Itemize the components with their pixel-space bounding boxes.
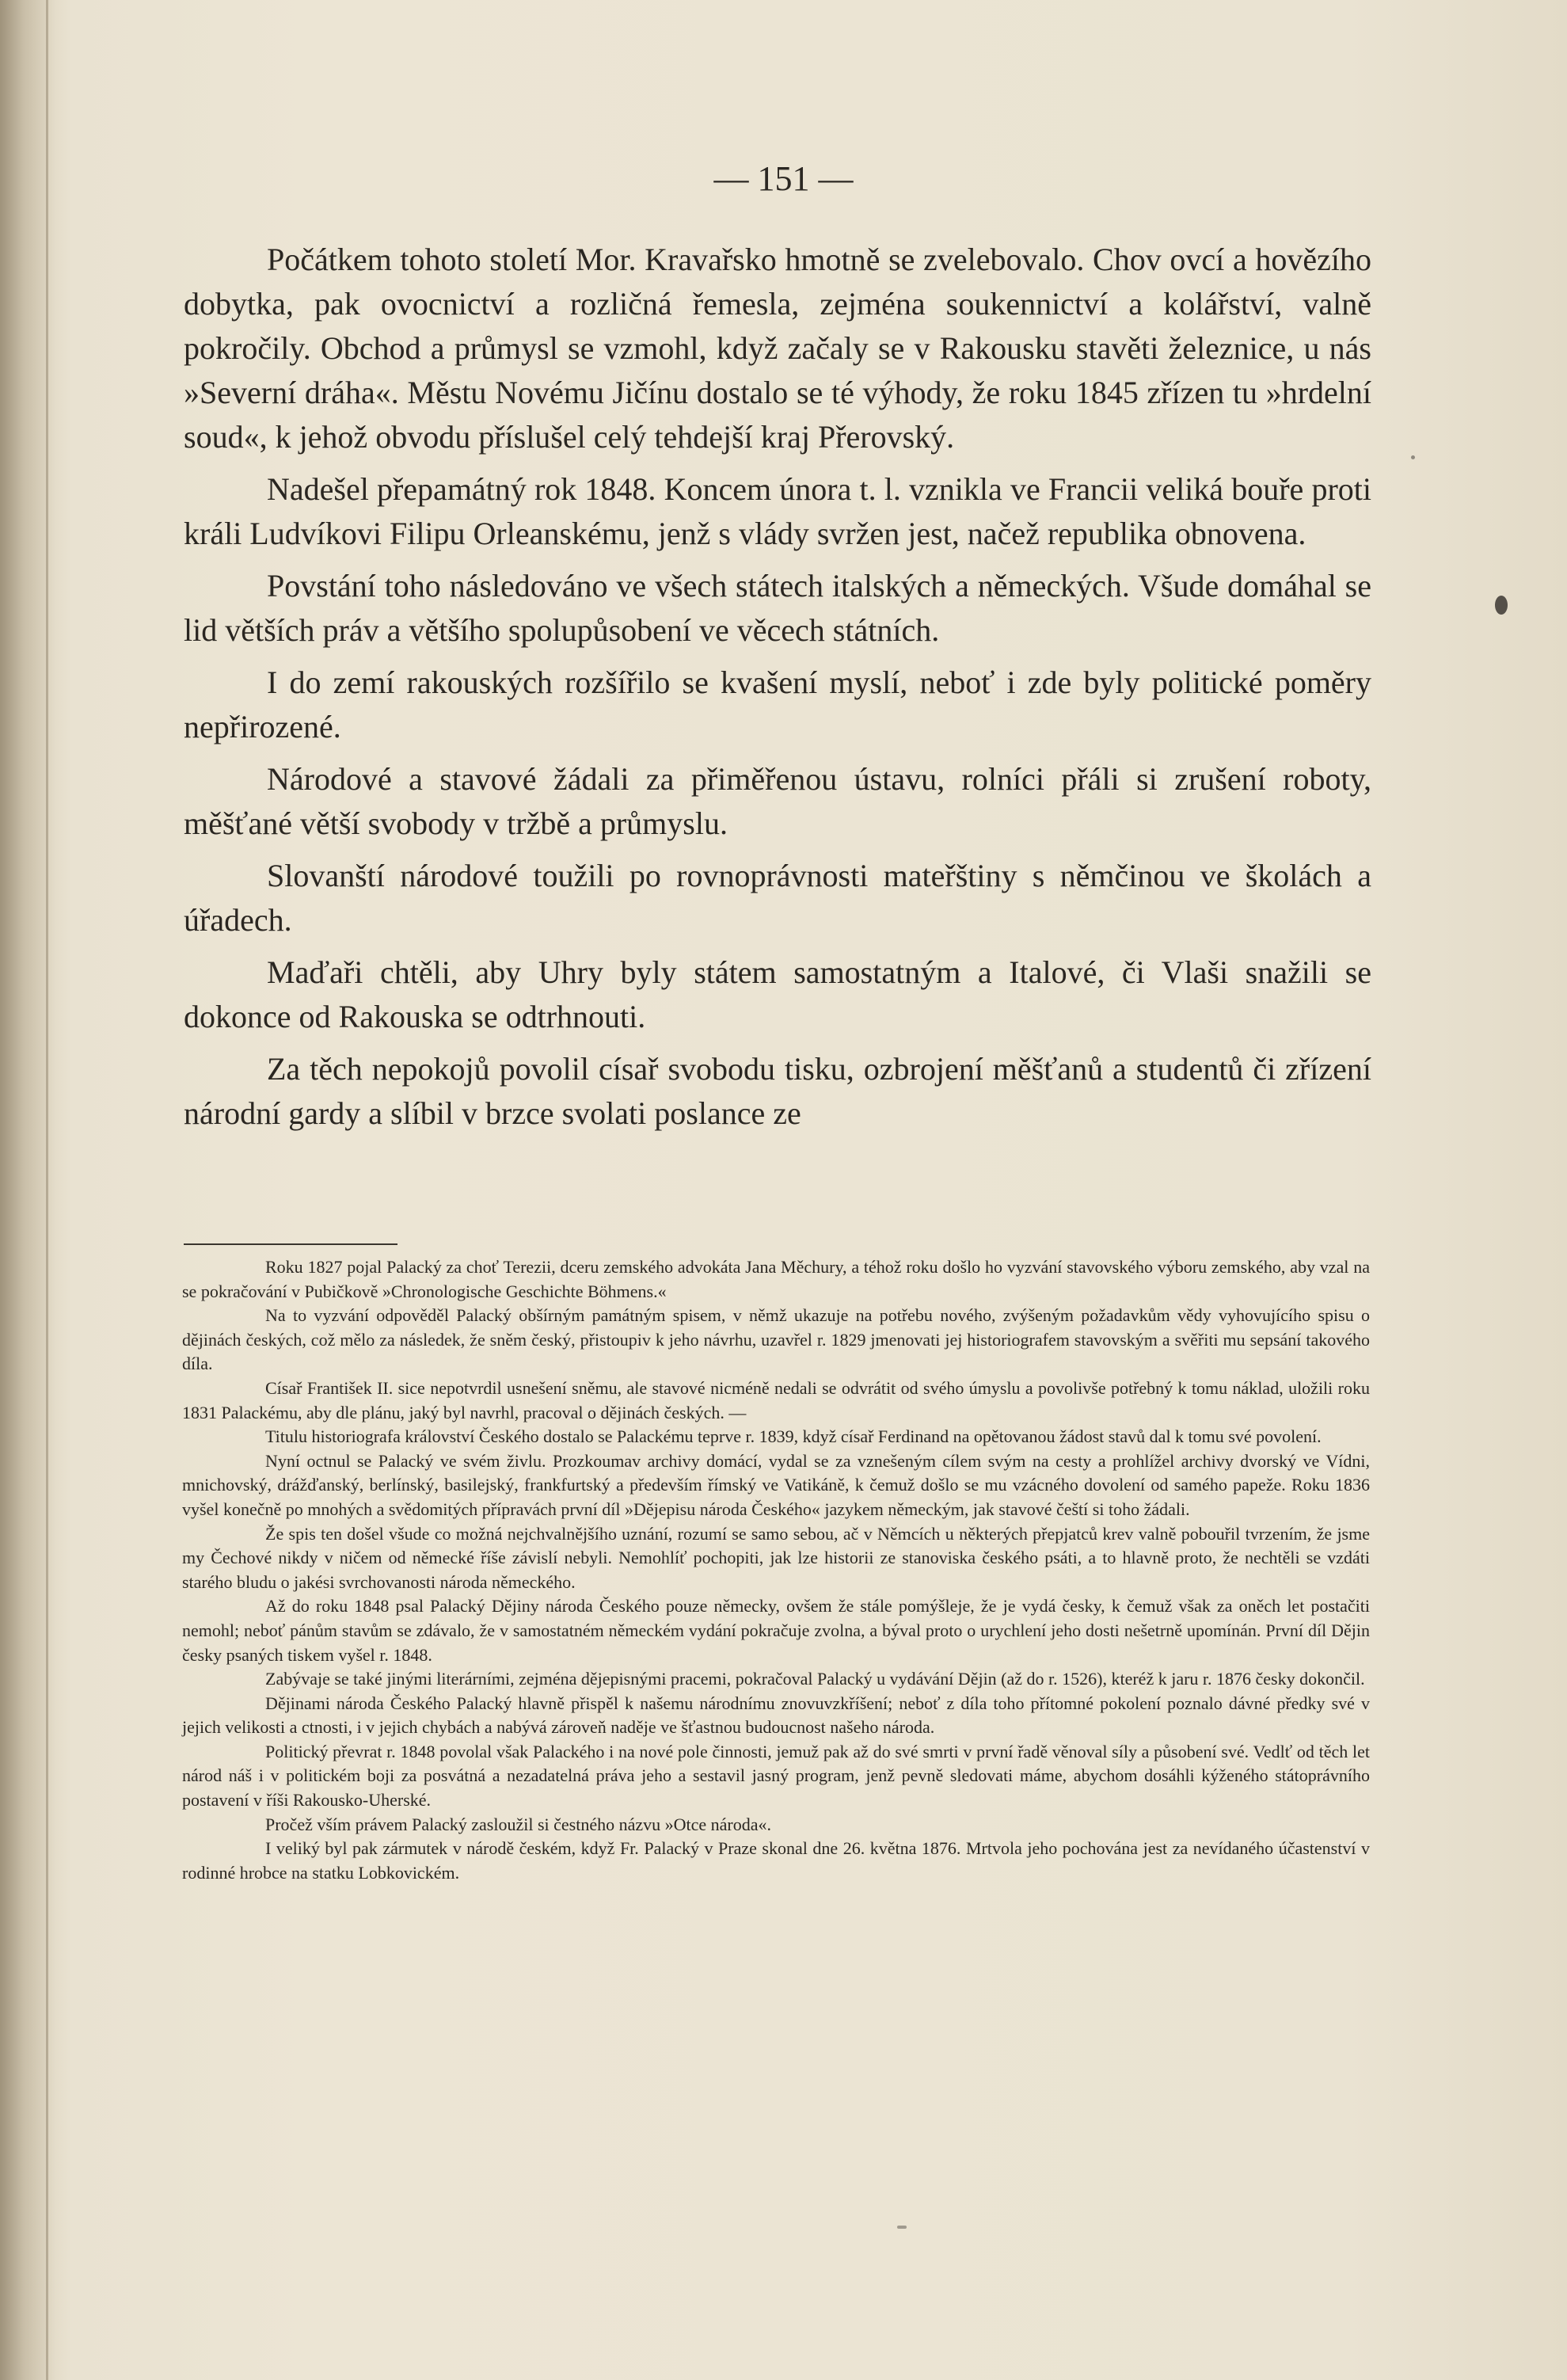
paragraph: Za těch nepokojů povolil císař svobodu tisku, ozbrojení měšťanů a studentů či zřízení národní gardy a slíbil v brzce svolati poslance ze (184, 1051, 1371, 1131)
paragraph: Slovanští národové toužili po rovnoprávnosti mateřštiny s němčinou ve školách a úřadech. (184, 858, 1371, 938)
footnote-paragraph: Na to vyzvání odpověděl Palacký obšírným památným spisem, v němž ukazuje na potřebu nového, zvýšeným požadavkům vědy vyhovujícího spisu o dějinách českých, což mělo za následek, že sněm český, přistoupiv k jeho návrhu, uzavřel r. 1829 jmenovati jej historiografem stavovským a svěřiti mu sepsání takového díla. (182, 1305, 1370, 1374)
footnote-paragraph: Zabývaje se také jinými literárními, zejména dějepisnými pracemi, pokračoval Palacký u vydávání Dějin (až do r. 1526), kteréž k jaru r. 1876 česky dokončil. (265, 1669, 1365, 1689)
page-number: — 151 — (713, 159, 854, 198)
footnote-paragraph: Císař František II. sice nepotvrdil usnešení sněmu, ale stavové nicméně nedali se odvrátit od svého úmyslu a povolivše potřebný k tomu náklad, uložili roku 1831 Palackému, aby dle plánu, jaký byl navrhl, pracoval o dějinách českých. — (182, 1377, 1370, 1422)
footnote-paragraph: Titulu historiografa království Českého dostalo se Palackému teprve r. 1839, když císař Ferdinand na opětovanou žádost stavů dal k tomu své povolení. (265, 1426, 1322, 1447)
footnote-paragraph: Politický převrat r. 1848 povolal však Palackého i na nové pole činnosti, jemuž pak až do své smrti v první řadě věnoval síly a působení své. Vedlť od těch let národ náš i v politickém boji za posvátná a nezadatelná práva jeho a sestavil jasný program, jenž pevně sledovati máme, abychom dosáhli kýženého státoprávního postavení v říši Rakousko-Uherské. (182, 1741, 1370, 1811)
footnote-divider (184, 1243, 397, 1245)
paragraph: I do zemí rakouských rozšířilo se kvašení myslí, neboť i zde byly politické poměry nepřirozené. (184, 664, 1371, 744)
footnote-paragraph: Až do roku 1848 psal Palacký Dějiny národa Českého pouze německy, ovšem že stále pomýšleje, že je vydá česky, k čemuž však za oněch let postačiti nemohl; neboť pánům stavům se zdávalo, že v samostatném německém vydání pokračuje zvolna, a býval proto o urychlení jeho dosti nešetrně upomínán. První díl Dějin česky psaných tiskem vyšel r. 1848. (182, 1596, 1370, 1665)
main-text (184, 238, 1371, 1144)
footnote-paragraph: I veliký byl pak zármutek v národě českém, když Fr. Palacký v Praze skonal dne 26. května 1876. Mrtvola jeho pochována jest za nevídaného účastenství v rodinné hrobce na statku Lobkovickém. (182, 1838, 1370, 1883)
paragraph: Nadešel přepamátný rok 1848. Koncem února t. l. vznikla ve Francii veliká bouře proti králi Ludvíkovi Filipu Orleanskému, jenž s vlády svržen jest, načež republika obnovena. (184, 471, 1371, 551)
ink-speck (1495, 596, 1508, 615)
footnote-paragraph: Pročež vším právem Palacký zasloužil si čestného názvu »Otce národa«. (265, 1814, 771, 1834)
paragraph: Povstání toho následováno ve všech státech italských a německých. Všude domáhal se lid větších práv a většího spolupůsobení ve věcech státních. (184, 568, 1371, 648)
footnote-paragraph: Dějinami národa Českého Palacký hlavně přispěl k našemu národnímu znovuvzkříšení; neboť z díla toho přítomné pokolení poznalo dávné předky své v jejich velikosti a ctnosti, i v jejich chybách a nabývá zároveň naděje ve šťastnou budoucnost našeho národa. (182, 1693, 1370, 1738)
ink-speck (1411, 455, 1415, 459)
ink-speck (897, 2226, 907, 2229)
footnotes (182, 1255, 1370, 1885)
paragraph: Národové a stavové žádali za přiměřenou ústavu, rolníci přáli si zrušení roboty, měšťané větší svobody v tržbě a průmyslu. (184, 761, 1371, 841)
binding-edge (46, 0, 48, 2380)
footnote-paragraph: Roku 1827 pojal Palacký za choť Terezii, dceru zemského advokáta Jana Měchury, a téhož roku došlo ho vyzvání stavovského výboru zemského, aby vzal na se pokračování v Pubičkově »Chronologische Geschichte Böhmens.« (182, 1257, 1370, 1301)
paragraph: Počátkem tohoto století Mor. Kravařsko hmotně se zvelebovalo. Chov ovcí a hovězího dobytka, pak ovocnictví a rozličná řemesla, zejména soukennictví a kolářství, valně pokročily. Obchod a průmysl se vzmohl, když začaly se v Rakousku stavěti železnice, u nás »Severní dráha«. Městu Novému Jičínu dostalo se té výhody, že roku 1845 zřízen tu »hrdelní soud«, k jehož obvodu příslušel celý tehdejší kraj Přerovský. (184, 242, 1371, 455)
footnote-paragraph: Nyní octnul se Palacký ve svém živlu. Prozkoumav archivy domácí, vydal se za vznešeným cílem svým na cesty a prohlížel archivy dvorský ve Vídni, mnichovský, drážďanský, berlínský, basilejský, frankfurtský a především římský ve Vatikáně, k čemuž došlo se mu vzácného dovolení od samého papeže. Roku 1836 vyšel konečně po mnohých a svědomitých přípravách první díl »Dějepisu národa Českého« jazykem německým, jak stavové čeští si toho žádali. (182, 1450, 1370, 1519)
paragraph: Maďaři chtěli, aby Uhry byly státem samostatným a Italové, či Vlaši snažili se dokonce od Rakouska se odtrhnouti. (184, 954, 1371, 1034)
footnote-paragraph: Že spis ten došel všude co možná nejchvalnějšího uznání, rozumí se samo sebou, ač v Němcích u některých přepjatců krev valně pobouřil tvrzením, že jsme my Čechové nikdy v ničem od německé říše závislí nebyli. Nemohlíť pochopiti, jak lze historii ze stanoviska českého psáti, a to hlavně proto, že nechtěli se vzdáti starého bludu o jakési svrchovanosti národa německého. (182, 1523, 1370, 1592)
